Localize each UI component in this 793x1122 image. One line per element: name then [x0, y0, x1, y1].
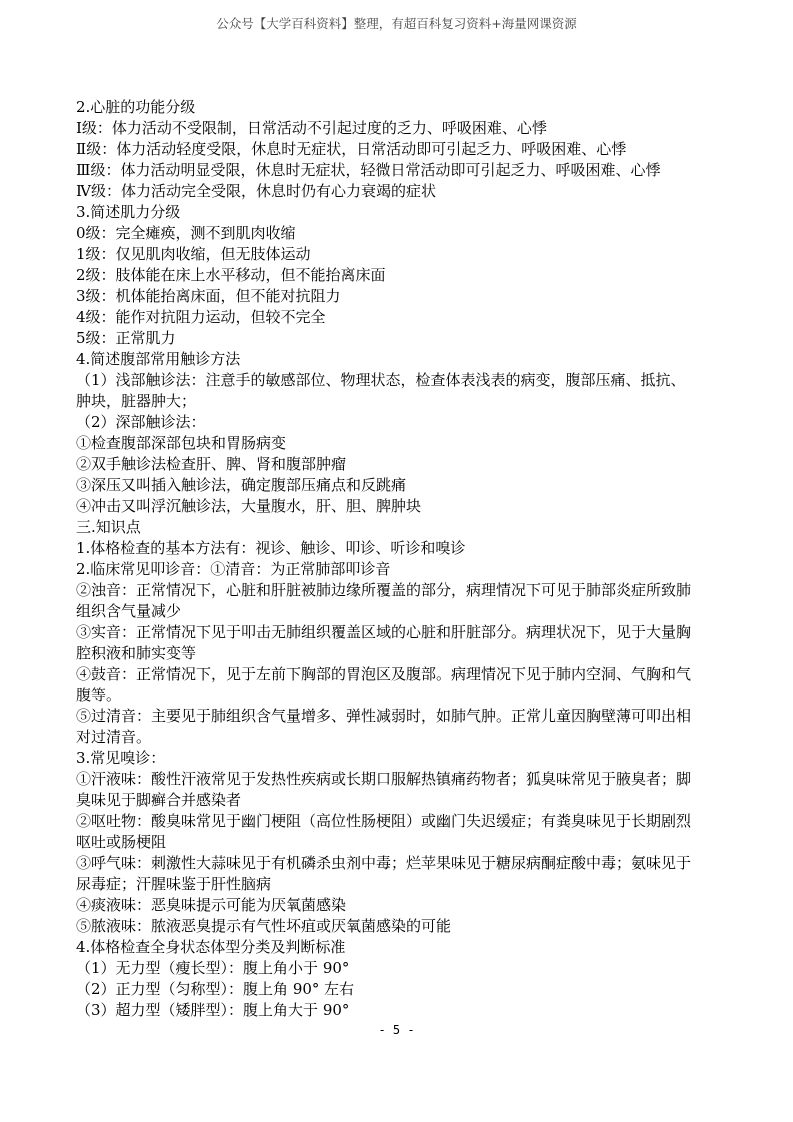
text-line: 4.体格检查全身状态体型分类及判断标准: [76, 938, 346, 956]
text-line: 腔积液和肺实变等: [76, 644, 197, 662]
text-line: ④冲击又叫浮沉触诊法，大量腹水，肝、胆、脾肿块: [76, 497, 422, 515]
document-body: [76, 97, 726, 1021]
text-line: 5级：正常肌力: [76, 329, 176, 347]
text-line: Ⅲ级：体力活动明显受限，休息时无症状，轻微日常活动即可引起乏力、呼吸困难、心悸: [76, 161, 661, 179]
text-line: ①汗液味：酸性汗液常见于发热性疾病或长期口服解热镇痛药物者；狐臭味常见于腋臭者；脚: [76, 770, 692, 788]
text-line: （2）深部触诊法：: [76, 413, 206, 431]
page-number: - 5 -: [378, 1023, 415, 1037]
text-line: 0级：完全瘫痪，测不到肌肉收缩: [76, 224, 296, 242]
text-line: 臭味见于脚癣合并感染者: [76, 791, 242, 809]
text-line: ③深压又叫插入触诊法，确定腹部压痛点和反跳痛: [76, 476, 407, 494]
text-line: ⑤过清音：主要见于肺组织含气量增多、弹性减弱时，如肺气肿。正常儿童因胸壁薄可叩出相: [76, 707, 692, 725]
text-line: 三.知识点: [76, 518, 141, 536]
text-line: Ⅰ级：体力活动不受限制，日常活动不引起过度的乏力、呼吸困难、心悸: [76, 119, 547, 137]
text-line: Ⅳ级：体力活动完全受限，休息时仍有心力衰竭的症状: [76, 182, 436, 200]
text-line: ②浊音：正常情况下，心脏和肝脏被肺边缘所覆盖的部分，病理情况下可见于肺部炎症所致肺: [76, 581, 692, 599]
text-line: 2.临床常见叩诊音：①清音：为正常肺部叩诊音: [76, 560, 391, 578]
text-line: 肿块，脏器肿大；: [76, 392, 197, 410]
text-line: 4级：能作对抗阻力运动，但较不完全: [76, 308, 326, 326]
text-line: ⑤脓液味：脓液恶臭提示有气性坏疽或厌氧菌感染的可能: [76, 917, 452, 935]
text-line: Ⅱ级：体力活动轻度受限，休息时无症状，日常活动即可引起乏力、呼吸困难、心悸: [76, 140, 627, 158]
text-line: 3.简述肌力分级: [76, 203, 181, 221]
text-line: （1）无力型（瘦长型）：腹上角小于 90°: [76, 959, 350, 977]
text-line: ①检查腹部深部包块和胃肠病变: [76, 434, 287, 452]
text-line: 呕吐或肠梗阻: [76, 833, 167, 851]
text-line: ④痰液味：恶臭味提示可能为厌氧菌感染: [76, 896, 347, 914]
text-line: ②呕吐物：酸臭味常见于幽门梗阻（高位性肠梗阻）或幽门失迟缓症；有粪臭味见于长期剧烈: [76, 812, 692, 830]
text-line: ②双手触诊法检查肝、脾、肾和腹部肿瘤: [76, 455, 347, 473]
text-line: 2级：肢体能在床上水平移动，但不能抬离床面: [76, 266, 386, 284]
text-line: 组织含气量减少: [76, 602, 182, 620]
text-line: 2.心脏的功能分级: [76, 98, 196, 116]
text-line: ④鼓音：正常情况下，见于左前下胸部的胃泡区及腹部。病理情况下见于肺内空洞、气胸和气: [76, 665, 692, 683]
text-line: 3级：机体能抬离床面，但不能对抗阻力: [76, 287, 341, 305]
text-line: 腹等。: [76, 686, 122, 704]
text-line: （3）超力型（矮胖型）：腹上角大于 90°: [76, 1001, 350, 1019]
text-line: 4.简述腹部常用触诊方法: [76, 350, 241, 368]
text-line: ③呼气味：刺激性大蒜味见于有机磷杀虫剂中毒；烂苹果味见于糖尿病酮症酸中毒；氨味见于: [76, 854, 692, 872]
text-line: 对过清音。: [76, 728, 152, 746]
text-line: （2）正力型（匀称型）：腹上角 90° 左右: [76, 980, 355, 998]
text-line: 1级：仅见肌肉收缩，但无肢体运动: [76, 245, 311, 263]
text-line: 1.体格检查的基本方法有：视诊、触诊、叩诊、听诊和嗅诊: [76, 539, 466, 557]
text-line: ③实音：正常情况下见于叩击无肺组织覆盖区域的心脏和肝脏部分。病理状况下，见于大量胸: [76, 623, 692, 641]
text-line: 尿毒症；汗腥味鉴于肝性脑病: [76, 875, 272, 893]
text-line: 3.常见嗅诊：: [76, 749, 166, 767]
text-line: （1）浅部触诊法：注意手的敏感部位、物理状态，检查体表浅表的病变，腹部压痛、抵抗、: [76, 371, 686, 389]
page-header: 公众号【大学百科资料】整理，有超百科复习资料+海量网课资源: [216, 16, 577, 31]
